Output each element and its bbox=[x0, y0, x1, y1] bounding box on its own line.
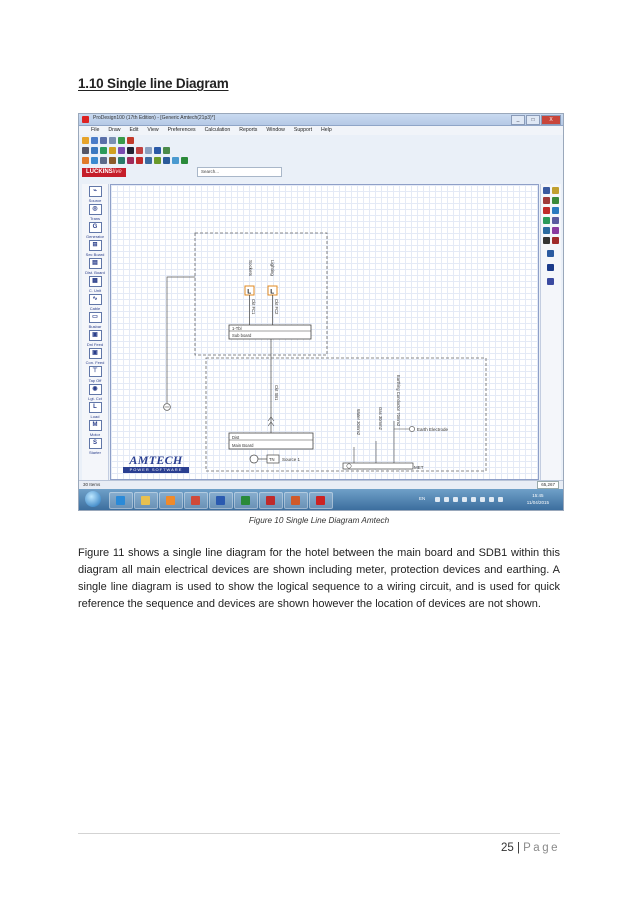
tree-icon[interactable] bbox=[543, 197, 550, 204]
earth-electrode-symbol bbox=[409, 426, 414, 431]
redo-icon[interactable] bbox=[127, 137, 134, 144]
breaker-fc1-label: Ckt FC1 bbox=[251, 299, 256, 315]
body-paragraph: Figure 11 shows a single line diagram for the hotel between the main board and SDB1 within this diagram all main electrical devices are shown including meter, protection devices and earthing. A single line diagram is used to show the logical sequence to a wiring circuit, and is used for quick reference the sequence and devices are shown however the location of devices are not shown. bbox=[78, 547, 560, 610]
breaker-fc2-label: Ckt FC2 bbox=[274, 299, 279, 315]
main-enclosure bbox=[206, 358, 486, 471]
line-icon[interactable] bbox=[543, 237, 550, 244]
excel-icon bbox=[241, 496, 250, 505]
stack-icon[interactable] bbox=[547, 278, 554, 285]
tray-icon-3[interactable] bbox=[453, 497, 458, 502]
taskbar-chrome[interactable] bbox=[184, 492, 208, 509]
network-icon[interactable] bbox=[489, 497, 494, 502]
amtech-logo: AMTECH POWER SOFTWARE bbox=[123, 454, 189, 473]
tool-sec-board[interactable]: ⊞ Sec Board bbox=[85, 242, 105, 257]
taskbar-media[interactable] bbox=[159, 492, 183, 509]
folder-icon bbox=[141, 496, 150, 505]
ie-icon bbox=[116, 496, 125, 505]
tray-language[interactable]: EN bbox=[419, 496, 426, 501]
grid-icon[interactable] bbox=[100, 157, 107, 164]
main-board-code: Dist bbox=[232, 435, 240, 440]
page-number: 25 | Page bbox=[500, 842, 560, 854]
tool-lgt-cct[interactable]: ◉ Lgt. Cct bbox=[88, 386, 102, 401]
met-label: MET bbox=[414, 465, 424, 470]
tool-c-unit[interactable]: ▦ C. Unit bbox=[88, 278, 102, 293]
source-symbol bbox=[250, 455, 258, 463]
rotate-icon[interactable] bbox=[154, 157, 161, 164]
selection-icon[interactable] bbox=[136, 147, 143, 154]
chart-icon[interactable] bbox=[91, 147, 98, 154]
menu-support[interactable]: Support bbox=[293, 127, 313, 133]
print-preview-icon[interactable] bbox=[552, 227, 559, 234]
settings-icon[interactable] bbox=[181, 157, 188, 164]
toolbar-row-3 bbox=[82, 156, 560, 165]
pointer-arrow-icon[interactable] bbox=[127, 147, 134, 154]
start-button[interactable] bbox=[85, 491, 101, 507]
tool-source[interactable]: ⌁ Source bbox=[88, 188, 102, 203]
sub-board-name: Sub board bbox=[232, 333, 252, 338]
menu-help[interactable]: Help bbox=[321, 127, 332, 133]
source-name: Source 1 bbox=[282, 457, 301, 462]
menu-file[interactable]: File bbox=[91, 127, 100, 133]
single-line-diagram bbox=[111, 185, 538, 479]
pencil-icon[interactable] bbox=[118, 147, 125, 154]
tool-dnl-feed[interactable]: ▣ Dnl Feed bbox=[86, 332, 104, 347]
check-icon[interactable] bbox=[543, 217, 550, 224]
figure-caption: Figure 10 Single Line Diagram Amtech bbox=[248, 516, 390, 525]
sigma-icon[interactable] bbox=[543, 187, 550, 194]
luckins-logo: LUCKINSlive bbox=[82, 168, 126, 177]
text-icon[interactable] bbox=[163, 147, 170, 154]
system-tray bbox=[419, 491, 559, 508]
right-tool-panel bbox=[540, 184, 561, 480]
sub-board-code: 1-Tbl bbox=[232, 326, 242, 331]
tray-icon-2[interactable] bbox=[444, 497, 449, 502]
help-icon[interactable] bbox=[172, 157, 179, 164]
menu-bar bbox=[79, 126, 563, 135]
arrow-icon[interactable] bbox=[552, 237, 559, 244]
pointer-icon[interactable] bbox=[82, 147, 89, 154]
tool-starter[interactable]: S Starter bbox=[88, 440, 101, 455]
diagram-canvas[interactable] bbox=[110, 184, 539, 480]
circuit-sockets-label: Sockets bbox=[248, 260, 253, 277]
taskbar-excel[interactable] bbox=[234, 492, 258, 509]
water-bond-label: Water 30mm2 bbox=[356, 409, 361, 436]
table-icon[interactable] bbox=[543, 227, 550, 234]
layout-icon[interactable] bbox=[547, 250, 554, 257]
cross-icon[interactable] bbox=[543, 207, 550, 214]
powerpoint-icon bbox=[291, 496, 300, 505]
tool-dist-board[interactable]: ▤ Dist. Board bbox=[85, 260, 105, 275]
status-items: 30 Items bbox=[83, 482, 101, 487]
magnify-icon[interactable] bbox=[552, 197, 559, 204]
volume-icon[interactable] bbox=[498, 497, 503, 502]
tool-busbar[interactable]: ▭ Busbar bbox=[88, 314, 102, 329]
section-heading: 1.10 Single line Diagram bbox=[78, 76, 229, 91]
met-bar bbox=[343, 463, 413, 469]
search-icon[interactable] bbox=[552, 187, 559, 194]
tool-motor[interactable]: M Motor bbox=[89, 422, 101, 437]
source-tag: TN bbox=[269, 457, 275, 462]
ruler-icon[interactable] bbox=[109, 147, 116, 154]
cable-sb1-label: Ckt SB1 bbox=[274, 385, 279, 401]
tool-load[interactable]: L Load bbox=[82, 402, 108, 419]
menu-preferences[interactable]: Preferences bbox=[167, 127, 196, 133]
menu-view[interactable]: View bbox=[147, 127, 159, 133]
align-icon[interactable] bbox=[145, 157, 152, 164]
open-icon[interactable] bbox=[91, 137, 98, 144]
taskbar-powerpoint[interactable] bbox=[284, 492, 308, 509]
step-icon[interactable] bbox=[547, 264, 554, 271]
taskbar-prodesign[interactable] bbox=[309, 492, 333, 509]
windows-taskbar bbox=[79, 489, 563, 510]
gas-bond-label: Gas 30mm2 bbox=[378, 407, 383, 430]
circuit-lighting-label: Lighting bbox=[270, 260, 275, 276]
earth-electrode-label: Earth Electrode bbox=[417, 427, 449, 432]
menu-window[interactable]: Window bbox=[266, 127, 285, 133]
tray-icon-1[interactable] bbox=[435, 497, 440, 502]
pdf-icon bbox=[266, 496, 275, 505]
zoom-out-icon[interactable] bbox=[91, 157, 98, 164]
status-coords: 65,267 bbox=[537, 481, 559, 489]
menu-draw[interactable]: Draw bbox=[108, 127, 121, 133]
print-icon[interactable] bbox=[109, 137, 116, 144]
tray-icon-5[interactable] bbox=[471, 497, 476, 502]
square-icon[interactable] bbox=[145, 147, 152, 154]
software-screenshot bbox=[78, 113, 564, 511]
menu-edit[interactable]: Edit bbox=[129, 127, 139, 133]
taskbar-explorer[interactable] bbox=[134, 492, 158, 509]
tray-icon-4[interactable] bbox=[462, 497, 467, 502]
window-title: ProDesign100 (17th Edition) - [Generic Amtech(21p3)*] bbox=[93, 115, 216, 121]
taskbar-acrobat[interactable] bbox=[259, 492, 283, 509]
status-bar bbox=[79, 480, 563, 489]
undo-icon[interactable] bbox=[118, 137, 125, 144]
app-icon bbox=[82, 116, 89, 123]
delete-icon[interactable] bbox=[136, 157, 143, 164]
taskbar-ie[interactable] bbox=[109, 492, 133, 509]
prodesign-icon bbox=[316, 496, 325, 505]
tool-tap-off[interactable]: ⊤ Tap Off bbox=[88, 368, 102, 383]
tool-cable[interactable]: ∿ Cable bbox=[89, 296, 101, 311]
tray-icon-6[interactable] bbox=[480, 497, 485, 502]
word-icon bbox=[216, 496, 225, 505]
tool-trans[interactable]: ◎ Trans bbox=[89, 206, 101, 221]
circle-icon[interactable] bbox=[154, 147, 161, 154]
main-board-name: Main Board bbox=[232, 443, 254, 448]
maximize-button[interactable]: □ bbox=[526, 115, 540, 125]
cut-icon[interactable] bbox=[127, 157, 134, 164]
zoom-in-icon[interactable] bbox=[82, 157, 89, 164]
search-input[interactable]: Search... bbox=[197, 167, 282, 177]
tool-con-feed[interactable]: ▣ Con. Feed bbox=[85, 350, 105, 365]
copy-icon[interactable] bbox=[109, 157, 116, 164]
menu-reports[interactable]: Reports bbox=[239, 127, 258, 133]
refresh-icon[interactable] bbox=[163, 157, 170, 164]
close-button[interactable]: X bbox=[541, 115, 561, 125]
load-mark-2: L bbox=[270, 288, 275, 296]
earthing-conductor-label: Earthing Conductor 70mm2 bbox=[396, 375, 401, 427]
minimize-button[interactable]: _ bbox=[511, 115, 525, 125]
pen-icon[interactable] bbox=[100, 147, 107, 154]
load-mark-1: L bbox=[247, 288, 252, 296]
toolbar-row-1 bbox=[82, 136, 560, 145]
menu-calculation[interactable]: Calculation bbox=[204, 127, 231, 133]
chrome-icon bbox=[191, 496, 200, 505]
component-palette bbox=[82, 184, 109, 480]
tool-generator[interactable]: G Generator bbox=[85, 224, 104, 239]
toolbar-row-2 bbox=[82, 146, 560, 155]
taskbar-word[interactable] bbox=[209, 492, 233, 509]
paste-icon[interactable] bbox=[118, 157, 125, 164]
footer-divider bbox=[78, 833, 560, 834]
chart-bar-icon[interactable] bbox=[552, 207, 559, 214]
media-icon bbox=[166, 496, 175, 505]
list-icon[interactable] bbox=[552, 217, 559, 224]
window-titlebar bbox=[79, 114, 563, 126]
taskbar-clock[interactable]: 15:45 11/04/2015 bbox=[526, 493, 549, 505]
save-icon[interactable] bbox=[100, 137, 107, 144]
new-icon[interactable] bbox=[82, 137, 89, 144]
